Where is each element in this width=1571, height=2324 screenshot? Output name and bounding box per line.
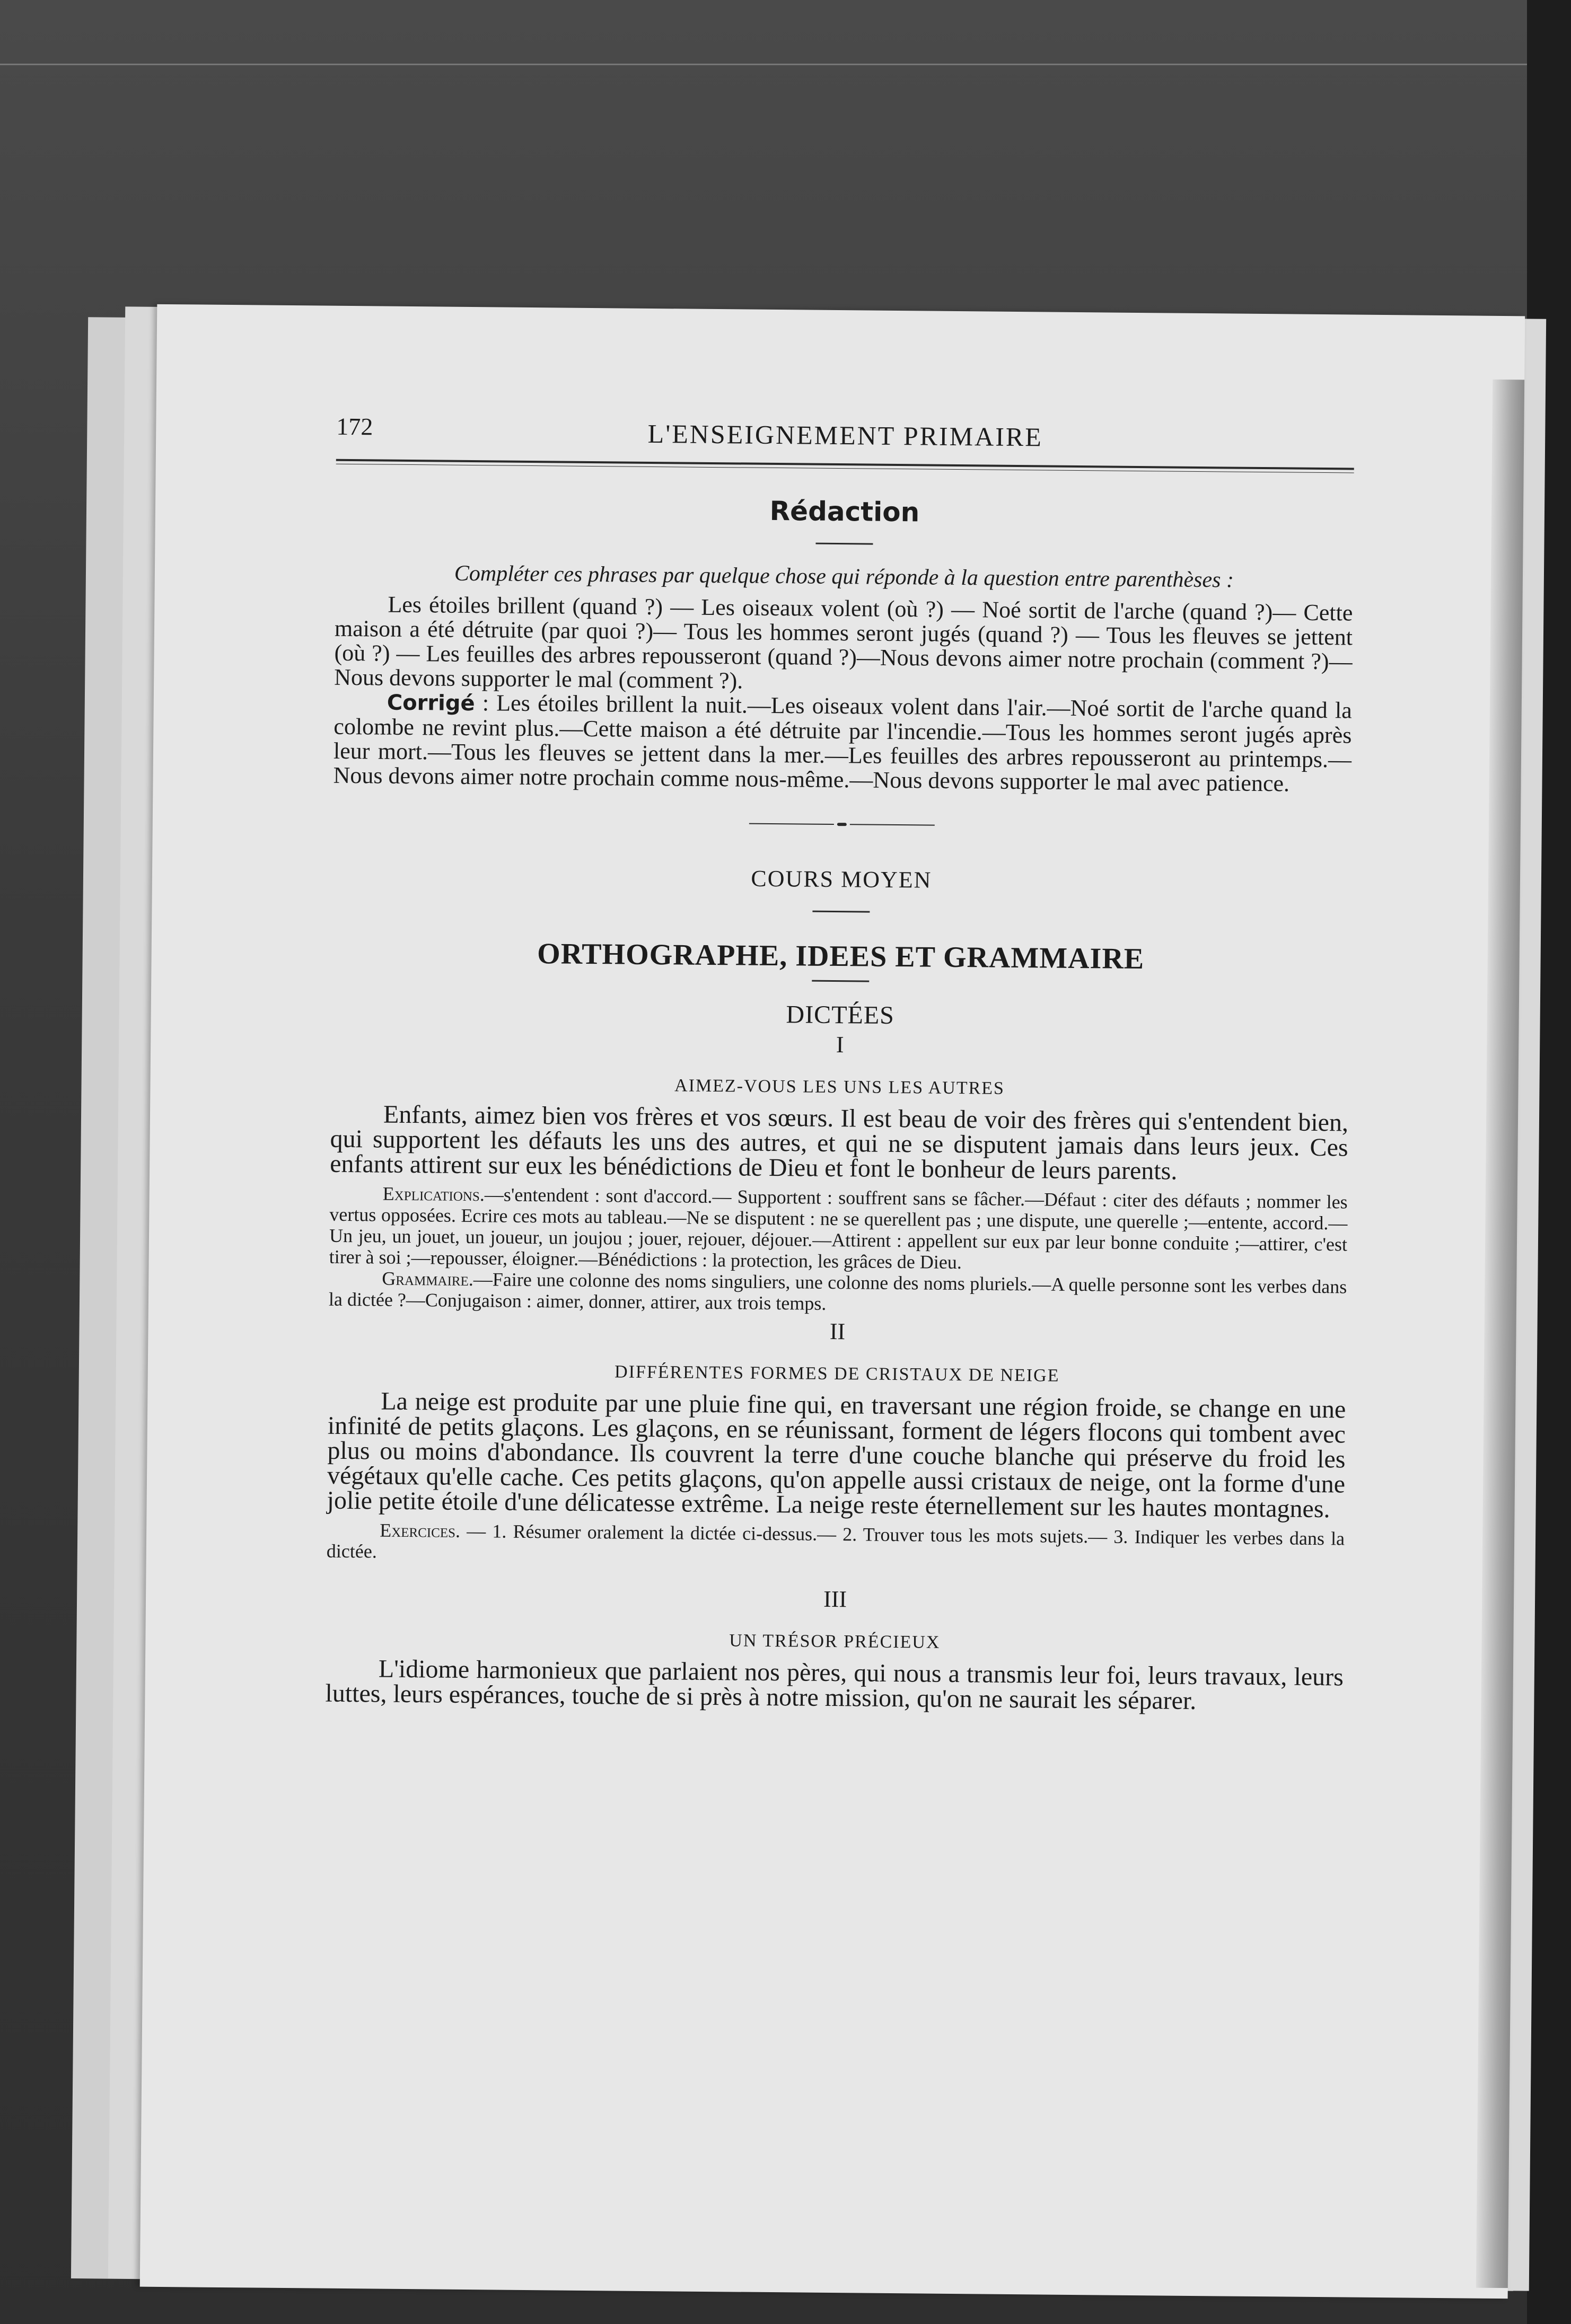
- exercices-label: Exercices.: [380, 1519, 461, 1542]
- running-head: L'ENSEIGNEMENT PRIMAIRE: [647, 418, 1043, 452]
- redaction-instruction: Compléter ces phrases par quelque chose qui réponde à la question entre parenthèses :: [454, 561, 1234, 593]
- dictee-title: UN TRÉSOR PRÉCIEUX: [729, 1631, 941, 1652]
- dictee-numeral: II: [829, 1318, 846, 1345]
- divider: [812, 911, 870, 913]
- main-title: ORTHOGRAPHE, IDEES ET GRAMMAIRE: [537, 937, 1145, 976]
- dictee-numeral: I: [836, 1032, 844, 1058]
- divider: [812, 980, 869, 982]
- dictee-title: AIMEZ-VOUS LES UNS LES AUTRES: [674, 1076, 1005, 1098]
- dictee-numeral: III: [823, 1586, 847, 1613]
- corrige-text: : Les étoiles brillent la nuit.—Les oiseaux volent dans l'air.—Noé sortit de l'arche quand la colombe ne revint plus.—Cette maison a été détruite par l'incendie.—Tous les hommes seront jugés après leur mort.—Tous les fleuves se jettent dans la mer.—Les feuilles des arbres repousseront au printemps.—Nous devons aimer notre prochain comme nous-même.—Nous devons supporter le mal avec patience.: [333, 690, 1352, 797]
- corrige-paragraph: [333, 690, 1352, 797]
- book-page: [140, 304, 1525, 2299]
- dictees-heading: DICTÉES: [786, 1000, 895, 1029]
- corrige-label: Corrigé: [387, 690, 475, 716]
- exercices-paragraph: [327, 1519, 1345, 1571]
- page-number: 172: [336, 412, 373, 441]
- header-rule: [336, 459, 1354, 473]
- dictee-text: Enfants, aimez bien vos frères et vos sœurs. Il est beau de voir des frères qui s'entendent bien, qui supportent les défauts les uns des autres, et qui ne se disputent jamais dans leurs jeux. Ces enfants attirent sur eux les bénédictions de Dieu et font le bonheur de leurs parents.: [329, 1100, 1349, 1185]
- grammaire-paragraph: [329, 1267, 1347, 1319]
- exercices-text: — 1. Résumer oralement la dictée ci-dessus.— 2. Trouver tous les mots sujets.— 3. Indiquer les verbes dans la dictée.: [326, 1520, 1345, 1562]
- divider: [815, 543, 873, 545]
- dictee-title: DIFFÉRENTES FORMES DE CRISTAUX DE NEIGE: [614, 1362, 1060, 1386]
- dictee-text: L'idiome harmonieux que parlaient nos pères, qui nous a transmis leur foi, leurs travaux, leurs luttes, leurs espérances, touche de si près à notre mission, qu'on ne saurait les séparer.: [325, 1654, 1344, 1715]
- section-title-redaction: Rédaction: [769, 495, 920, 528]
- grammaire-text: —Faire une colonne des noms singuliers, une colonne des noms pluriels.—A quelle personne sont les verbes dans la dictée ?—Conjugaison : aimer, donner, attirer, aux trois temps.: [328, 1269, 1347, 1314]
- explications-text: —s'entendent : sont d'accord.— Supportent : souffrent sans se fâcher.—Défaut : citer des défauts ; nommer les vertus opposées. Ecrire ces mots au tableau.—Ne se disputent : ne se querellent pas ; une dispute, une querelle ;—entente, accord.—Un jeu, un jouet, un joueur, un joujou ; jouer, rejouer, déjouer.—Attirent : appellent sur eux par leur bonne conduite ;—attirer, c'est tirer à soi ;—repousser, éloigner.—Bénédictions : la protection, les grâces de Dieu.: [329, 1184, 1348, 1273]
- grammaire-label: Grammaire.: [382, 1267, 474, 1290]
- redaction-exercise: Les étoiles brillent (quand ?) — Les oiseaux volent (où ?) — Noé sortit de l'arche (quand ?)— Cette maison a été détruite (par quoi ?)— Tous les hommes seront jugés (quand ?) — Tous les fleuves se jettent (où ?) — Les feuilles des arbres repousseront (quand ?)—Nous devons aimer notre prochain (comment ?)—Nous devons supporter le mal (comment ?).: [334, 591, 1353, 694]
- ornament-divider: [333, 818, 1351, 831]
- scanner-line: [0, 64, 1571, 65]
- page-header: [336, 412, 1355, 461]
- page-content: [325, 412, 1354, 1715]
- cours-moyen-heading: COURS MOYEN: [751, 865, 932, 893]
- explications-paragraph: [329, 1183, 1348, 1277]
- explications-label: Explications.: [382, 1183, 485, 1205]
- dictee-text: La neige est produite par une pluie fine qui, en traversant une région froide, se change en une infinité de petits glaçons. Les glaçons, en se réunissant, forment de légers flocons qui tombent avec plus ou moins d'abondance. Ils couvrent la terre d'une couche blanche qui préserve du froid les végétaux qu'elle cache. Ces petits glaçons, qu'on appelle aussi cristaux de neige, ont la forme d'une jolie petite étoile d'une délicatesse extrême. La neige reste éternellement sur les hautes montagnes.: [327, 1387, 1346, 1524]
